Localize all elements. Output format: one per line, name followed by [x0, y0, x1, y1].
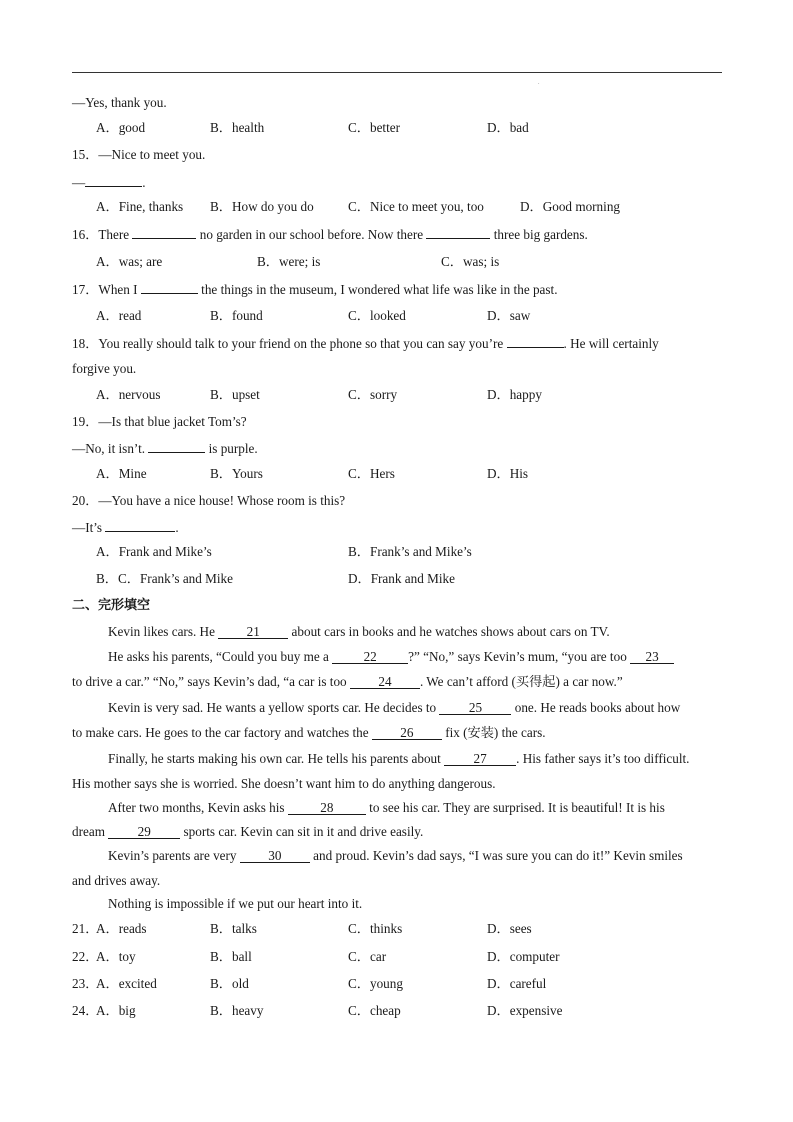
q19-option-b[interactable]: B．Yours [210, 466, 263, 481]
q20-blank[interactable] [105, 519, 175, 532]
q16-option-c[interactable]: C．was; is [441, 254, 500, 269]
q19-stem: 19．—Is that blue jacket Tom’s? [72, 414, 247, 429]
q23-option-d[interactable]: D．careful [487, 976, 547, 991]
q18-option-c[interactable]: C．sorry [348, 387, 398, 402]
p2b-text-b: . We can’t afford (买得起) a car now.” [419, 674, 623, 689]
q21-number: 21． [72, 921, 99, 936]
header-rule [72, 72, 722, 73]
p1-text-b: about cars in books and he watches shows about cars on TV. [291, 624, 610, 639]
p2-text-b: ?” “No,” says Kevin’s mum, “you are too [408, 649, 627, 664]
q21-option-c[interactable]: C．thinks [348, 921, 403, 936]
blank-29[interactable]: 29 [108, 825, 180, 839]
passage-p7: Nothing is impossible if we put our heart into it. [108, 896, 363, 911]
q20-option-d[interactable]: D．Frank and Mike [348, 571, 455, 586]
q20-stem: 20．—You have a nice house! Whose room is this? [72, 493, 346, 508]
q23-option-b[interactable]: B．old [210, 976, 249, 991]
q22-option-c[interactable]: C．car [348, 949, 387, 964]
q15-reply-end: . [142, 175, 146, 190]
passage-p1 [108, 624, 610, 640]
q18-option-b[interactable]: B．upset [210, 387, 260, 402]
q20-text-a: —It’s [72, 520, 103, 535]
blank-28[interactable]: 28 [288, 801, 366, 815]
q19-option-d[interactable]: D．His [487, 466, 529, 481]
p5-text-a: After two months, Kevin asks his [108, 800, 285, 815]
q20-reply [72, 519, 179, 536]
p1-text-a: Kevin likes cars. He [108, 624, 215, 639]
q17-option-c[interactable]: C．looked [348, 308, 406, 323]
passage-p4-cont: His mother says she is worried. She doesn’t want him to do anything dangerous. [72, 776, 496, 791]
p5b-text-a: dream [72, 824, 105, 839]
passage-p2 [108, 649, 674, 665]
q15-option-d[interactable]: D．Good morning [520, 199, 621, 214]
q15-stem: 15．—Nice to meet you. [72, 147, 206, 162]
q19-text-a: —No, it isn’t. [72, 441, 146, 456]
q18-option-d[interactable]: D．happy [487, 387, 542, 402]
p6-text-b: and proud. Kevin’s dad says, “I was sure you can do it!” Kevin smiles [313, 848, 683, 863]
blank-24[interactable]: 24 [350, 675, 420, 689]
q16-blank-2[interactable] [426, 226, 490, 239]
q21-option-d[interactable]: D．sees [487, 921, 532, 936]
q16-blank-1[interactable] [132, 226, 196, 239]
blank-23[interactable]: 23 [630, 650, 674, 664]
blank-22[interactable]: 22 [332, 650, 408, 664]
q23-number: 23． [72, 976, 99, 991]
p2-text-a: He asks his parents, “Could you buy me a [108, 649, 329, 664]
q24-number: 24． [72, 1003, 99, 1018]
q15-reply [72, 174, 145, 191]
q22-option-b[interactable]: B．ball [210, 949, 252, 964]
passage-p6 [108, 848, 683, 864]
p3-text-a: Kevin is very sad. He wants a yellow sports car. He decides to [108, 700, 437, 715]
q14-option-d[interactable]: D．bad [487, 120, 529, 135]
blank-25[interactable]: 25 [439, 701, 511, 715]
q23-option-a[interactable]: A．excited [96, 976, 157, 991]
q19-text-b: is purple. [208, 441, 258, 456]
q18-stem-cont: forgive you. [72, 361, 137, 376]
q15-option-c[interactable]: C．Nice to meet you, too [348, 199, 484, 214]
q18-stem [72, 335, 659, 352]
blank-26[interactable]: 26 [372, 726, 442, 740]
p4-text-b: . His father says it’s too difficult. [516, 751, 690, 766]
q20-option-a[interactable]: A．Frank and Mike’s [96, 544, 212, 559]
q19-option-c[interactable]: C．Hers [348, 466, 395, 481]
passage-p3 [108, 700, 680, 716]
passage-p5 [108, 800, 665, 816]
p2b-text-a: to drive a car.” “No,” says Kevin’s dad, “a car is too [72, 674, 347, 689]
blank-21[interactable]: 21 [218, 625, 288, 639]
q20-option-c[interactable]: B．C．Frank’s and Mike [96, 571, 233, 586]
q22-option-a[interactable]: A．toy [96, 949, 136, 964]
q22-option-d[interactable]: D．computer [487, 949, 560, 964]
p5-text-b: to see his car. They are surprised. It is beautiful! It is his [369, 800, 665, 815]
section-title: 二、完形填空 [72, 598, 151, 613]
q17-text-b: the things in the museum, I wondered what life was like in the past. [201, 282, 558, 297]
blank-27[interactable]: 27 [444, 752, 516, 766]
q21-option-b[interactable]: B．talks [210, 921, 257, 936]
q22-number: 22． [72, 949, 99, 964]
header-mark: . [538, 80, 540, 86]
q16-text-b: no garden in our school before. Now there [199, 227, 424, 242]
q16-option-a[interactable]: A．was; are [96, 254, 163, 269]
q14-option-b[interactable]: B．health [210, 120, 265, 135]
passage-p6-cont: and drives away. [72, 873, 161, 888]
q17-option-a[interactable]: A．read [96, 308, 142, 323]
q23-option-c[interactable]: C．young [348, 976, 403, 991]
q24-option-b[interactable]: B．heavy [210, 1003, 264, 1018]
passage-p4 [108, 751, 689, 767]
p6-text-a: Kevin’s parents are very [108, 848, 237, 863]
blank-30[interactable]: 30 [240, 849, 310, 863]
q18-text-b: . He will certainly [563, 336, 659, 351]
q24-option-c[interactable]: C．cheap [348, 1003, 401, 1018]
q15-blank[interactable] [85, 174, 142, 187]
p4-text-a: Finally, he starts making his own car. He tells his parents about [108, 751, 441, 766]
p5b-text-b: sports car. Kevin can sit in it and drive easily. [183, 824, 424, 839]
q21-option-a[interactable]: A．reads [96, 921, 147, 936]
q20-text-b: . [175, 520, 179, 535]
q17-text-a: 17．When I [72, 282, 138, 297]
q24-option-d[interactable]: D．expensive [487, 1003, 563, 1018]
q17-option-d[interactable]: D．saw [487, 308, 531, 323]
q19-option-a[interactable]: A．Mine [96, 466, 147, 481]
p3b-text-b: fix (安装) the cars. [445, 725, 546, 740]
q15-reply-dash: — [72, 175, 86, 190]
q17-blank[interactable] [141, 281, 198, 294]
q14-option-a[interactable]: A．good [96, 120, 146, 135]
p3b-text-a: to make cars. He goes to the car factory and watches the [72, 725, 369, 740]
q24-option-a[interactable]: A．big [96, 1003, 136, 1018]
q16-text-a: 16．There [72, 227, 130, 242]
q16-option-b[interactable]: B．were; is [257, 254, 321, 269]
q16-text-c: three big gardens. [493, 227, 588, 242]
q20-option-b[interactable]: B．Frank’s and Mike’s [348, 544, 472, 559]
q17-option-b[interactable]: B．found [210, 308, 263, 323]
q19-blank[interactable] [148, 440, 205, 453]
q18-blank[interactable] [507, 335, 564, 348]
passage-p2-cont [72, 674, 623, 690]
q17-stem [72, 281, 558, 298]
q15-option-b[interactable]: B．How do you do [210, 199, 314, 214]
passage-p3-cont [72, 725, 546, 741]
passage-p5-cont [72, 824, 423, 840]
q18-text-a: 18．You really should talk to your friend on the phone so that you can say you’re [72, 336, 504, 351]
q14-option-c[interactable]: C．better [348, 120, 401, 135]
q14-reply: —Yes, thank you. [72, 95, 167, 110]
q16-stem [72, 226, 588, 243]
q19-reply [72, 440, 258, 457]
p3-text-b: one. He reads books about how [514, 700, 681, 715]
q18-option-a[interactable]: A．nervous [96, 387, 161, 402]
q15-option-a[interactable]: A．Fine, thanks [96, 199, 184, 214]
